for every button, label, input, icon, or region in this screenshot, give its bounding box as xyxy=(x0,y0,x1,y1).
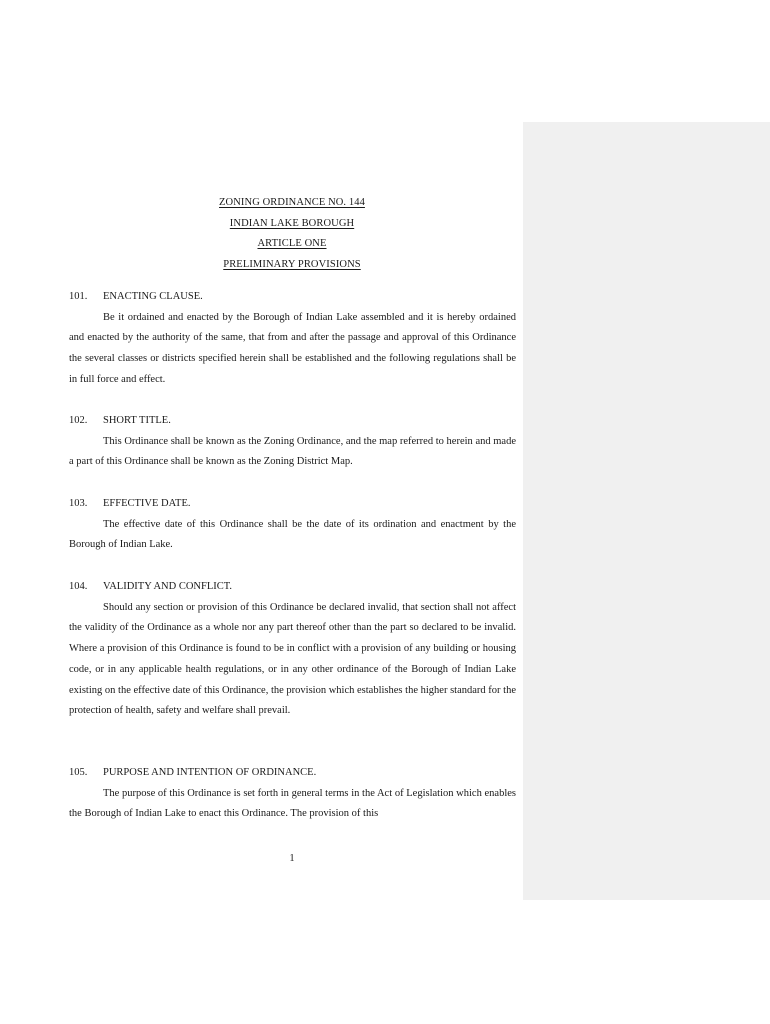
section-heading xyxy=(69,411,516,432)
section-paragraph: Be it ordained and enacted by the Borough of Indian Lake assembled and it is hereby ordained and enacted by the authority of the same, that from and after the passage and approval of this Ordinance the several classes or districts specified herein shall be established and the following regulations shall be in full force and effect. xyxy=(69,311,516,385)
section-title: ENACTING CLAUSE. xyxy=(103,291,203,302)
section-title: EFFECTIVE DATE. xyxy=(103,498,191,509)
section-number: 104. xyxy=(69,581,88,592)
section-102 xyxy=(69,411,516,473)
section-heading xyxy=(69,287,516,308)
section-paragraph: This Ordinance shall be known as the Zoning Ordinance, and the map referred to herein and made a part of this Ordinance shall be known as the Zoning District Map. xyxy=(69,435,516,468)
section-104 xyxy=(69,577,516,722)
section-103 xyxy=(69,494,516,556)
section-number: 103. xyxy=(69,498,88,509)
section-paragraph: Should any section or provision of this Ordinance be declared invalid, that section shall not affect the validity of the Ordinance as a whole nor any part thereof other than the part so declared to be invalid. Where a provision of this Ordinance is found to be in conflict with a provision of any building or housing code, or in any applicable health regulations, or in any other ordinance of the Borough of Indian Lake existing on the effective date of this Ordinance, the provision which establishes the higher standard for the protection of health, safety and welfare shall prevail. xyxy=(69,601,516,717)
section-number: 101. xyxy=(69,291,88,302)
borough-name: INDIAN LAKE BOROUGH xyxy=(229,217,355,229)
section-title: SHORT TITLE. xyxy=(103,415,171,426)
section-title: VALIDITY AND CONFLICT. xyxy=(103,581,233,592)
section-paragraph: The effective date of this Ordinance shall be the date of its ordination and enactment by the Borough of Indian Lake. xyxy=(69,518,516,551)
section-101 xyxy=(69,287,516,391)
document-heading xyxy=(0,193,584,276)
page-number: 1 xyxy=(289,853,295,864)
ordinance-title: ZONING ORDINANCE NO. 144 xyxy=(219,197,365,208)
section-heading xyxy=(69,494,516,515)
section-heading xyxy=(69,763,516,784)
section-number: 105. xyxy=(69,767,88,778)
article-title: ARTICLE ONE xyxy=(257,238,327,250)
section-number: 102. xyxy=(69,415,88,426)
section-105 xyxy=(69,763,516,825)
section-paragraph: The purpose of this Ordinance is set forth in general terms in the Act of Legislation which enables the Borough of Indian Lake to enact this Ordinance. The provision of this xyxy=(69,787,516,820)
article-subtitle: PRELIMINARY PROVISIONS xyxy=(223,259,361,271)
section-heading xyxy=(69,577,516,598)
section-title: PURPOSE AND INTENTION OF ORDINANCE. xyxy=(103,767,317,778)
